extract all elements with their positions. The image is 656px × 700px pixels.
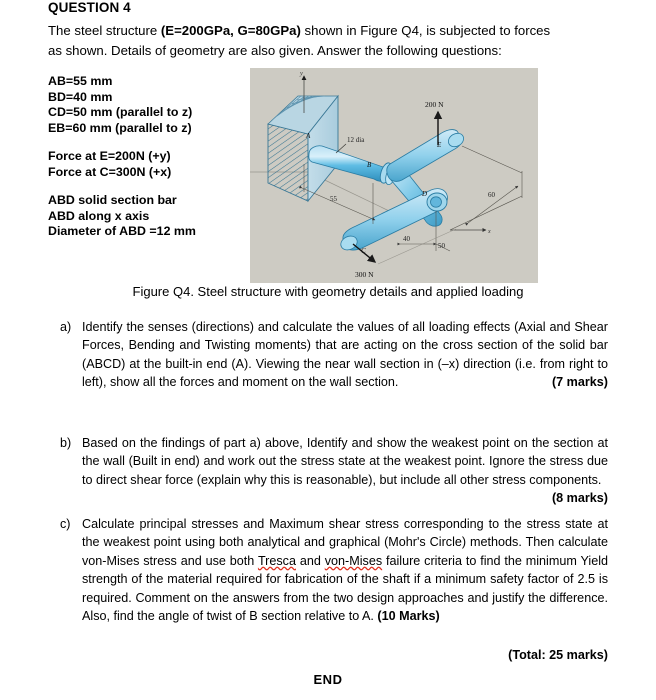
part-c-misspelled-tresca: Tresca (257, 553, 296, 568)
geometry-line: Force at E=200N (+y) (48, 149, 171, 163)
intro-paragraph (48, 21, 560, 61)
part-a-marks: (7 marks) (551, 375, 608, 390)
part-c-text-2: and (295, 553, 325, 568)
geometry-line: ABD solid section bar (48, 193, 177, 207)
total-marks: (Total: 25 marks) (508, 648, 608, 662)
part-c-marks: (10 Marks) (377, 609, 440, 624)
part-c-marker: c) (60, 517, 71, 531)
figure-point-c-label: C (361, 247, 366, 255)
geometry-line: CD=50 mm (parallel to z) (48, 105, 193, 119)
question-part-b (60, 434, 608, 508)
geometry-line: BD=40 mm (48, 89, 113, 104)
figure-diameter-label: 12 dia (347, 136, 365, 144)
part-a-marker: a) (60, 320, 72, 334)
part-b-text: Based on the findings of part a) above, Identify and show the weakest point on the section at the wall (Built in end) and work out the stress state at the weakest point. Ignore the stress due to direct shear force (explain why this is reasonable), but include all other stress components. (82, 436, 608, 487)
figure-force-e-label: 200 N (425, 100, 444, 109)
figure-point-a-label: A (306, 132, 311, 140)
part-a-text: Identify the senses (directions) and calculate the values of all loading effects (Axial and Shear Forces, Bending and Twisting moments) that are acting on the cross section of the solid bar (ABCD) at the built-in end (A). Viewing the near wall section in (–x) direction (i.e. from right to left), show all the forces and moment on the wall section. (82, 320, 608, 390)
figure-caption: Figure Q4. Steel structure with geometry details and applied loading (132, 284, 524, 299)
figure-axis-y-label: y (300, 70, 303, 77)
figure-q4-image (250, 68, 538, 283)
question-part-a (60, 318, 608, 392)
geometry-line: Diameter of ABD =12 mm (48, 224, 196, 238)
geometry-group-forces (48, 149, 248, 180)
part-c-text-1: Calculate principal stresses and Maximum shear stress corresponding to the stress state at the weakest point using both analytical and graphical (Mohr's Circle) methods. Then calculate von-Mises stress and use both (82, 517, 608, 568)
intro-material-properties: (E=200GPa, G=80GPa) (160, 23, 301, 38)
geometry-details (48, 74, 248, 240)
geometry-line: Force at C=300N (+x) (48, 164, 172, 179)
geometry-group-section (48, 193, 248, 240)
figure-dim-55-label: 55 (330, 195, 337, 203)
part-c-misspelled-von-mises: von-Mises (324, 553, 383, 568)
figure-point-b-label: B (367, 161, 372, 169)
geometry-line: AB=55 mm (48, 74, 113, 88)
geometry-group-dimensions (48, 74, 248, 136)
figure-axis-x-label: x (488, 229, 491, 235)
geometry-line: ABD along x axis (48, 208, 150, 223)
figure-dim-60-label: 60 (488, 191, 495, 199)
page-title: QUESTION 4 (48, 0, 131, 15)
geometry-line: EB=60 mm (parallel to z) (48, 120, 192, 135)
end-marker: END (313, 672, 343, 687)
intro-text-after: shown in Figure Q4, is subjected to forces as shown. Details of geometry are also given. Answer the following questions: (48, 23, 551, 58)
figure-point-e-label: E (437, 141, 442, 149)
figure-dim-50-label: 50 (438, 242, 445, 250)
intro-text-before: The steel structure (48, 23, 161, 38)
part-c-text-3: failure criteria to find the minimum Yield strength of the material required for fabrication of the shaft if a minimum safety factor of 2.5 is required. Comment on the answers from the two design approaches and justify the difference. Also, find the angle of twist of B section relative to A. (82, 553, 609, 624)
figure-dim-40-label: 40 (403, 235, 410, 243)
part-b-marker: b) (60, 436, 72, 450)
question-part-c (60, 515, 608, 625)
figure-force-c-label: 300 N (355, 270, 374, 279)
part-b-marks: (8 marks) (551, 491, 608, 506)
figure-point-d-label: D (422, 190, 428, 198)
